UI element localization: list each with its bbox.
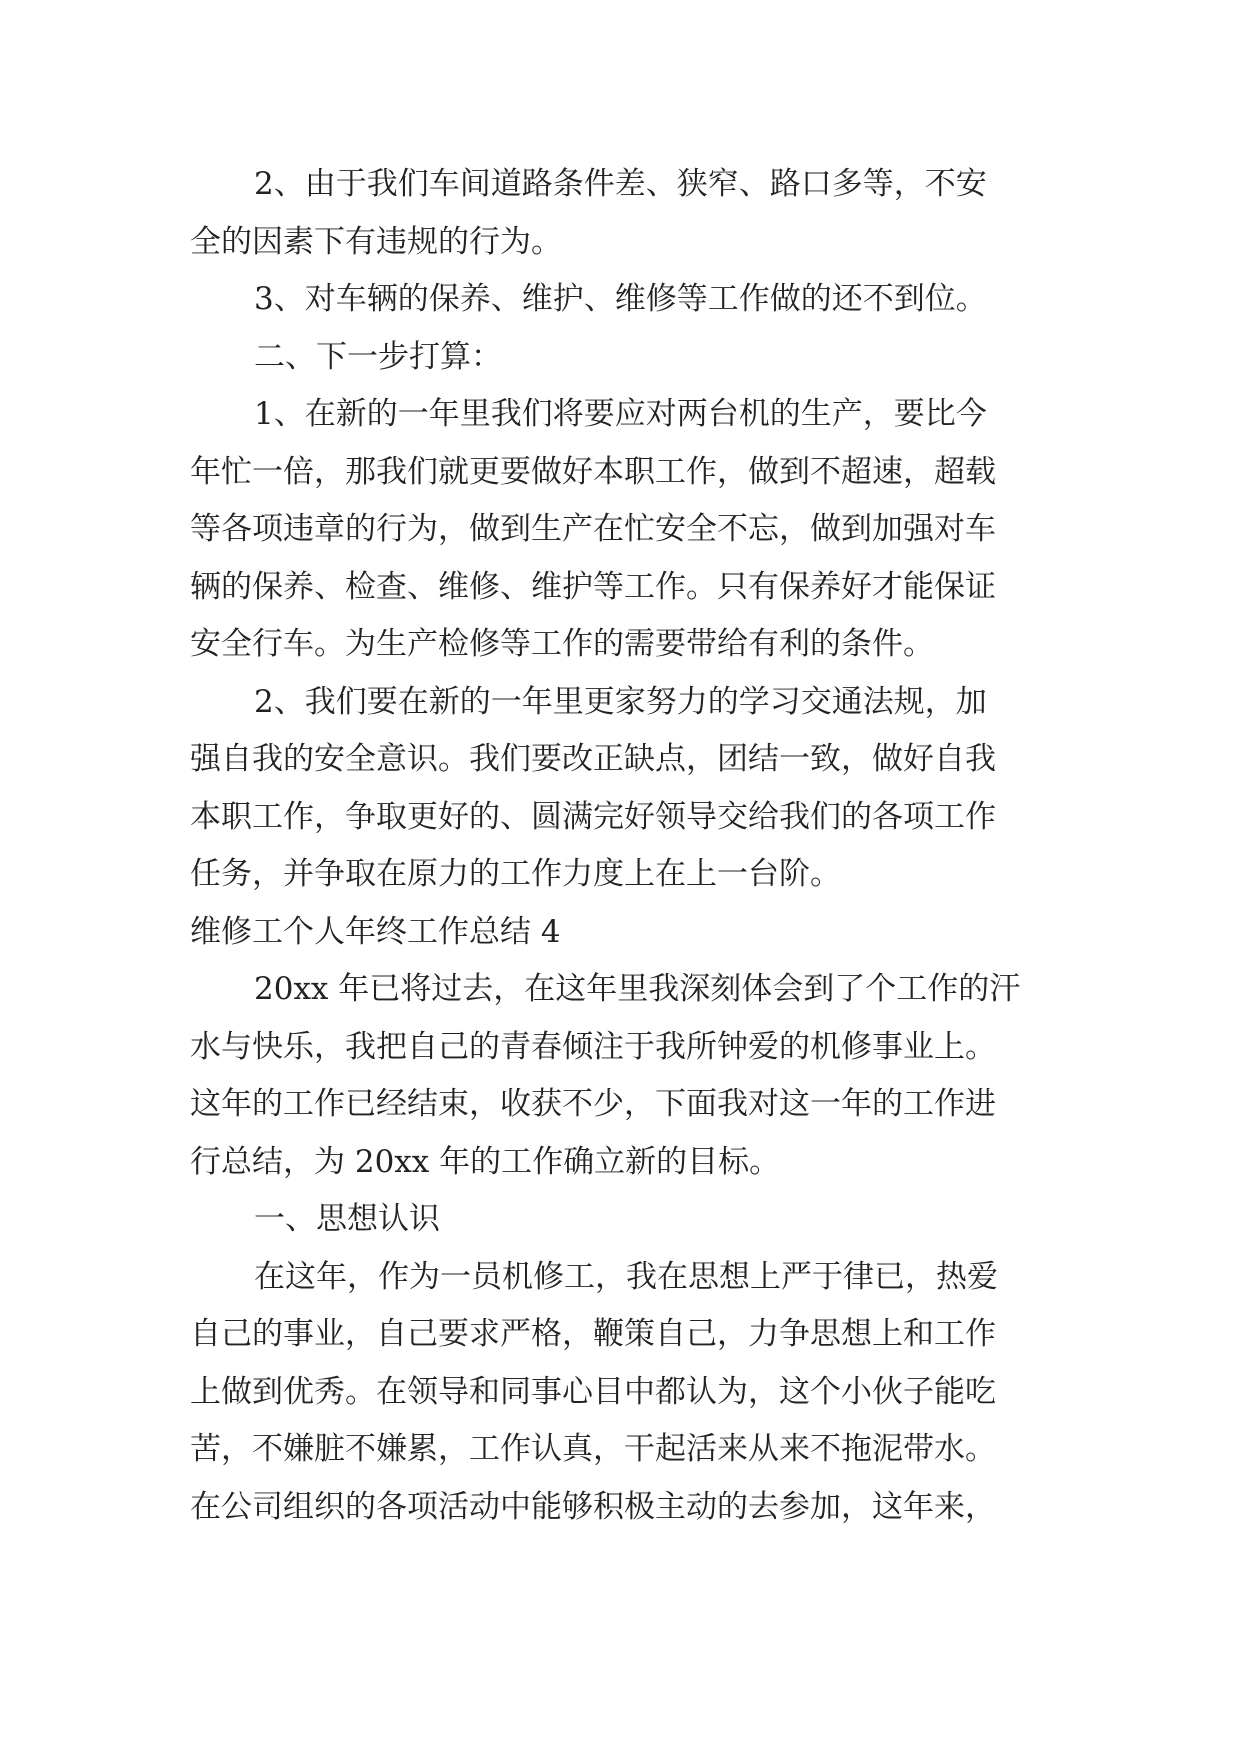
paragraph-line: 强自我的安全意识。我们要改正缺点，团结一致，做好自我 [190,741,996,777]
paragraph-line: 等各项违章的行为，做到生产在忙安全不忘，做到加强对车 [190,511,996,547]
paragraph-line: 2、由于我们车间道路条件差、狭窄、路口多等，不安 [254,166,987,202]
paragraph-line: 全的因素下有违规的行为。 [190,223,562,260]
paragraph-line: 任务，并争取在原力的工作力度上在上一台阶。 [190,856,841,892]
article-title: 维修工个人年终工作总结 4 [190,913,561,950]
paragraph-line: 这年的工作已经结束，收获不少，下面我对这一年的工作进 [190,1086,996,1122]
paragraph-line: 安全行车。为生产检修等工作的需要带给有利的条件。 [190,626,934,662]
document-body [190,156,1070,1536]
section-heading: 二、下一步打算： [254,338,502,375]
paragraph-line: 自己的事业，自己要求严格，鞭策自己，力争思想上和工作 [190,1316,996,1352]
paragraph-line: 辆的保养、检查、维修、维护等工作。只有保养好才能保证 [190,568,996,605]
paragraph-line: 行总结，为 20xx 年的工作确立新的目标。 [190,1143,781,1180]
section-heading: 一、思想认识 [254,1201,440,1237]
paragraph-line: 2、我们要在新的一年里更家努力的学习交通法规，加 [254,683,987,720]
paragraph-line: 本职工作，争取更好的、圆满完好领导交给我们的各项工作 [190,798,996,835]
paragraph-line: 3、对车辆的保养、维护、维修等工作做的还不到位。 [254,281,987,317]
paragraph-line: 在公司组织的各项活动中能够积极主动的去参加，这年来， [190,1488,996,1525]
paragraph-line: 年忙一倍，那我们就更要做好本职工作，做到不超速，超载 [190,453,996,490]
paragraph-line: 上做到优秀。在领导和同事心目中都认为，这个小伙子能吃 [190,1373,996,1410]
paragraph-line: 1、在新的一年里我们将要应对两台机的生产，要比今 [254,396,987,432]
paragraph-line: 苦，不嫌脏不嫌累，工作认真，干起活来从来不拖泥带水。 [190,1431,996,1467]
paragraph-line: 水与快乐，我把自己的青春倾注于我所钟爱的机修事业上。 [190,1028,996,1065]
paragraph-line: 在这年，作为一员机修工，我在思想上严于律已，热爱 [254,1258,998,1295]
paragraph-line: 20xx 年已将过去，在这年里我深刻体会到了个工作的汗 [254,971,1021,1007]
